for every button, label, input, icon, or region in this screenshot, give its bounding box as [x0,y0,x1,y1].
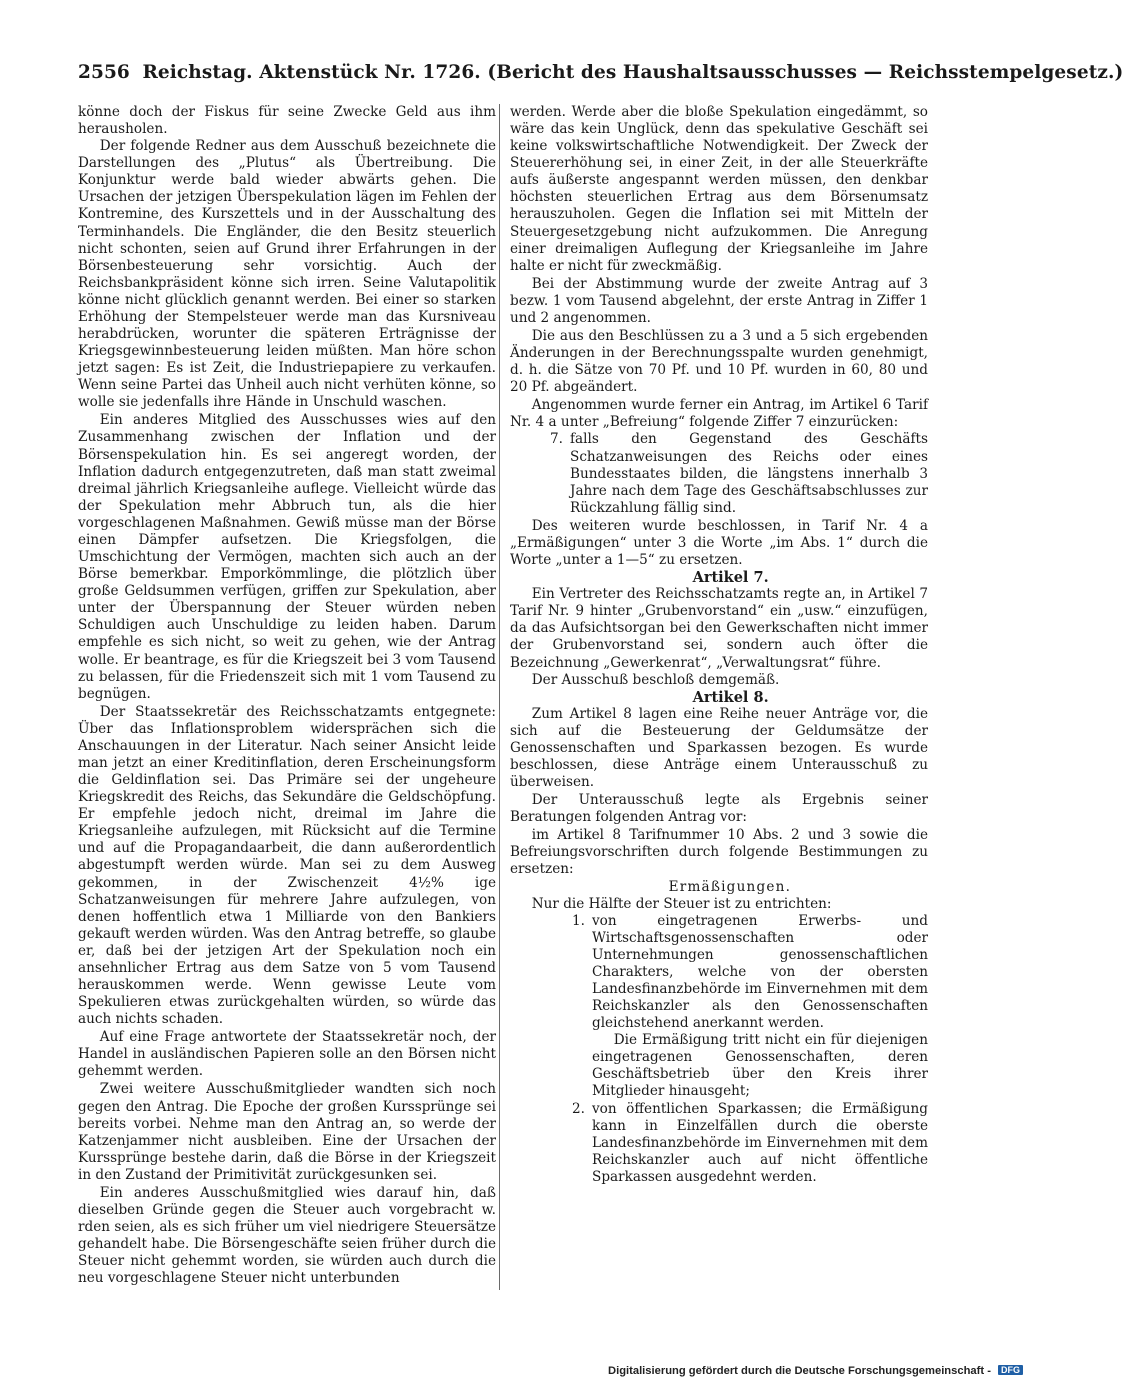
paragraph: Zwei weitere Ausschußmitglieder wandten sich noch gegen den Antrag. Die Epoche der großen Kurssprünge sei bereits vorbei. Nehme man den Antrag an, so werde der Katzenjammer nicht ausbleiben. Eine der Ursachen der Kurssprünge bestehe darin, daß die Börse in der Kriegszeit in den Zustand der Primitivität zurückgesunken sei. [78,1081,496,1183]
footer-text: Digitalisierung gefördert durch die Deutsche Forschungsgemeinschaft - [608,1365,991,1377]
paragraph: Ein anderes Ausschußmitglied wies darauf hin, daß dieselben Gründe gegen die Steuer auch vorgebracht w. rden seien, als es sich früher um viel niedrigere Steuersätze gehandelt habe. Die Börsengeschäfte seien früher durch die Steuer nicht gehemmt worden, sie würden auch durch die neu vorgeschlagene Steuer nicht unterbunden [78,1184,496,1287]
list-number: 2. [572,1100,585,1117]
ermaessigungen-heading: Ermäßigungen. [668,878,792,895]
paragraph: Auf eine Frage antwortete der Staatssekretär noch, der Handel in ausländischen Papieren solle an den Börsen nicht gehemmt werden. [78,1029,496,1080]
right-column [510,104,928,1186]
ermaessigungen-lead: Nur die Hälfte der Steuer ist zu entrichten: [531,895,832,912]
paragraph: Angenommen wurde ferner ein Antrag, im Artikel 6 Tarif Nr. 4 a unter „Befreiung“ folgende Ziffer 7 einzurücken: [510,397,928,431]
list-item [550,431,928,516]
paragraph: Die aus den Beschlüssen zu a 3 und a 5 sich ergebenden Änderungen in der Berechnungsspalte wurden genehmigt, d. h. die Sätze von 70 Pf. und 10 Pf. wurden in 60, 80 und 20 Pf. abgeändert. [510,328,928,396]
column-divider [499,104,500,1290]
list-text: von öffentlichen Sparkassen; die Ermäßigung kann in Einzelfällen durch die oberste Landesfinanzbehörde im Einvernehmen mit dem Reichskanzler auch auf nicht öffentliche Sparkassen ausgedehnt werden. [592,1100,928,1185]
list-number: 7. [550,431,563,448]
left-column [78,104,496,1287]
page-number: 2556 [78,62,130,83]
paragraph: könne doch der Fiskus für seine Zwecke Geld aus ihm herausholen. [78,104,496,138]
paragraph: Der Ausschuß beschloß demgemäß. [531,671,780,688]
list-item [572,913,928,1101]
list-subtext: Die Ermäßigung tritt nicht ein für diejenigen eingetragenen Genossenschaften, deren Geschäftsbetrieb über den Kreis ihrer Mitglieder hinausgeht; [592,1032,928,1100]
paragraph: Zum Artikel 8 lagen eine Reihe neuer Anträge vor, die sich auf die Besteuerung der Geldumsätze der Genossenschaften und Sparkassen bezogen. Es wurde beschlossen, diese Anträge einem Unterausschuß zu überweisen. [510,705,928,791]
article-7-heading: Artikel 7. [692,569,769,587]
list-item [572,1101,928,1186]
list-number: 1. [572,912,585,929]
paragraph: werden. Werde aber die bloße Spekulation eingedämmt, so wäre das kein Unglück, denn das spekulative Geschäft sei keine volkswirtschaftliche Notwendigkeit. Der Zweck der Steuererhöhung sei, in einer Zeit, in der alle Steuerkräfte aufs äußerste angespannt werden müssen, den denkbar höchsten steuerlichen Ertrag aus dem Börsenumsatz herauszuholen. Gegen die Inflation sei mit Mitteln der Steuergesetzgebung nicht aufzukommen. Die Anregung einer dreimaligen Auflegung der Kriegsanleihe im Jahre halte er nicht für zweckmäßig. [510,104,928,274]
paragraph: Der Staatssekretär des Reichsschatzamts entgegnete: Über das Inflationsproblem widersprächen sich die Anschauungen in der Literatur. Nach seiner Ansicht leide man jetzt an einer Kreditinflation, deren Erscheinungsform die Geldinflation sei. Das Primäre sei der ungeheure Kriegskredit des Reichs, das Sekundäre die Geldschöpfung. Er empfehle jedoch nicht, dreimal im Jahre die Kriegsanleihe aufzulegen, mit Rücksicht auf die Termine und auf die Propagandaarbeit, die dann außerordentlich abgestumpft werden würde. Man sei zu dem Ausweg gekommen, in der Zwischenzeit 4½% ige Schatzanweisungen für mehrere Jahre aufzulegen, von denen hoffentlich etwa 1 Milliarde von den Bankiers gekauft werden würden. Was den Antrag betreffe, so glaube er, daß bei der jetzigen Art der Spekulation noch ein ansehnlicher Ertrag aus dem Satze von 5 vom Tausend herauskommen werde. Wenn gewisse Leute vom Spekulieren etwas zurückgehalten würden, so würde das auch nichts schaden. [78,703,496,1028]
header-title: Reichstag. Aktenstück Nr. 1726. (Bericht des Haushaltsausschusses — Reichsstempelgesetz.) [142,62,1123,83]
paragraph: Bei der Abstimmung wurde der zweite Antrag auf 3 bezw. 1 vom Tausend abgelehnt, der erste Antrag in Ziffer 1 und 2 angenommen. [510,275,928,326]
article-8-heading: Artikel 8. [692,688,769,706]
paragraph: Ein anderes Mitglied des Ausschusses wies auf den Zusammenhang zwischen der Inflation und der Börsenspekulation hin. Es sei angeregt worden, der Inflation dadurch entgegenzutreten, daß man statt zweimal dreimal jährlich Kriegsanleihe auflege. Vielleicht würde das der Spekulation mehr Abbruch tun, als die hier vorgeschlagenen Maßnahmen. Gewiß müsse man der Börse einen Dämpfer aufsetzen. Die Kriegsfolgen, die Umschichtung der Vermögen, machten sich auch an der Börse bemerkbar. Emporkömmlinge, die plötzlich über große Geldsummen verfügen, griffen zur Spekulation, aber unter der Überspannung der Steuer würden neben Schuldigen auch Unschuldige zu leiden haben. Darum empfehle es sich nicht, so weit zu gehen, wie der Antrag wolle. Er beantrage, es für die Kriegszeit bei 3 vom Tausend zu belassen, für die Friedenszeit sich mit 1 vom Tausend zu begnügen. [78,412,496,702]
paragraph: Der Unterausschuß legte als Ergebnis seiner Beratungen folgenden Antrag vor: [510,792,928,826]
paragraph: Des weiteren wurde beschlossen, in Tarif Nr. 4 a „Ermäßigungen“ unter 3 die Worte „im Abs. 1“ durch die Worte „unter a 1—5“ zu ersetzen. [510,517,928,569]
dfg-logo-icon: DFG [998,1365,1023,1375]
paragraph: Der folgende Redner aus dem Ausschuß bezeichnete die Darstellungen des „Plutus“ als Übertreibung. Die Konjunktur werde bald wieder abwärts gehen. Die Ursachen der jetzigen Überspekulation lägen im Fehlen der Kontremine, des Kurszettels und in der Ausschaltung des Terminhandels. Die Engländer, die den Besitz steuerlich nicht schonten, seien auf Grund ihrer Erfahrungen in der Börsenbesteuerung sehr vorsichtig. Auch der Reichsbankpräsident könne sich irren. Seine Valutapolitik könne nicht glücklich genannt werden. Bei einer so starken Erhöhung der Stempelsteuer werde man das Kursniveau herabdrücken, worunter die späteren Erträgnisse der Kriegsgewinnbesteuerung leiden müßten. Man höre schon jetzt sagen: Es ist Zeit, die Industriepapiere zu verkaufen. Wenn seine Partei das Unheil auch nicht verhüten könne, so wolle sie jedenfalls ihre Hände in Unschuld waschen. [78,138,496,411]
digitization-footer [608,1365,1021,1377]
list-text: von eingetragenen Erwerbs- und Wirtschaftsgenossenschaften oder Unternehmungen genossenschaftlichen Charakters, welche von der obersten Landesfinanzbehörde im Einvernehmen mit dem Reichskanzler als den Genossenschaften gleichstehend anerkannt werden. [592,912,928,1032]
amendment-text: im Artikel 8 Tarifnummer 10 Abs. 2 und 3 sowie die Befreiungsvorschriften durch folgende Bestimmungen zu ersetzen: [510,827,928,878]
paragraph: Ein Vertreter des Reichsschatzamts regte an, in Artikel 7 Tarif Nr. 9 hinter „Grubenvorstand“ ein „usw.“ einzufügen, da das Aufsichtsorgan bei den Gewerkschaften nicht immer der Grubenvorstand sei, sondern auch öfter die Bezeichnung „Gewerkenrat“, „Verwaltungsrat“ führe. [510,586,928,671]
running-header [78,62,1123,83]
list-text: falls den Gegenstand des Geschäfts Schatzanweisungen des Reichs oder eines Bundesstaates bilden, die längstens innerhalb 3 Jahre nach dem Tage des Geschäftsabschlusses zur Rückzahlung fällig sind. [570,431,928,516]
